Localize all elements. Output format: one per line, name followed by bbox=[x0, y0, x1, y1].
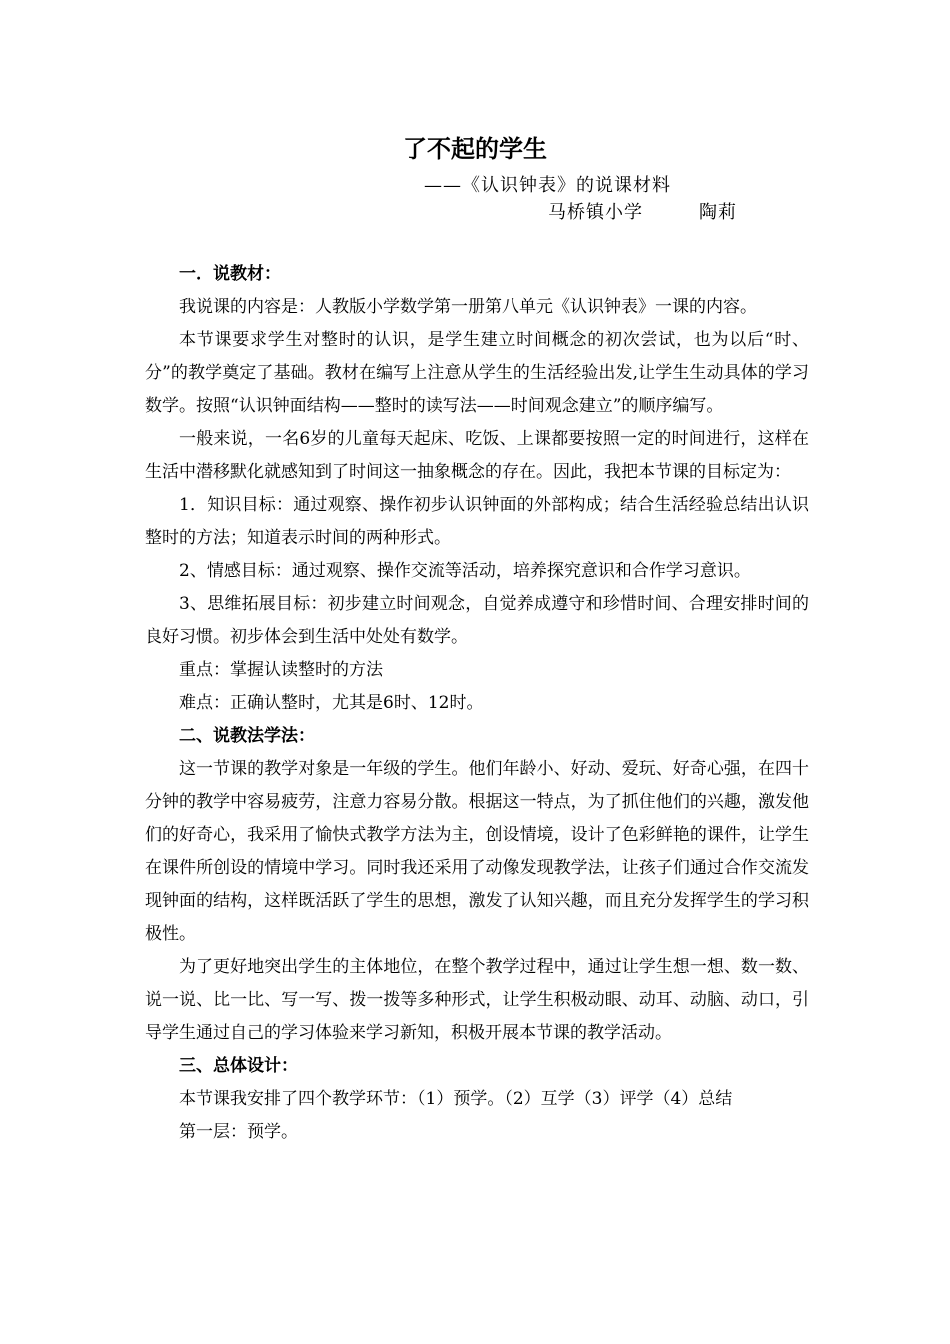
section-heading: 三、总体设计： bbox=[179, 1056, 298, 1076]
section-heading: 一．说教材： bbox=[179, 264, 281, 284]
body-paragraph: 本节课要求学生对整时的认识，是学生建立时间概念的初次尝试，也为以后“时、分”的教学奠定了基础。教材在编写上注意从学生的生活经验出发,让学生生动具体的学习数学。按照“认识钟面结构——整时的读写法——时间观念建立”的顺序编写。 bbox=[145, 330, 809, 416]
author-name: 陶莉 bbox=[699, 202, 737, 223]
author-line bbox=[548, 199, 737, 227]
body-paragraph: 本节课我安排了四个教学环节：（1）预学。（2）互学（3）评学（4）总结 bbox=[179, 1089, 733, 1109]
body-paragraph: 第一层：预学。 bbox=[179, 1122, 298, 1142]
school-name: 马桥镇小学 bbox=[548, 202, 643, 223]
difficult-point: 难点：正确认整时，尤其是6时、12时。 bbox=[179, 693, 484, 713]
body-paragraph: 1．知识目标：通过观察、操作初步认识钟面的外部构成；结合生活经验总结出认识整时的方法；知道表示时间的两种形式。 bbox=[145, 495, 809, 548]
body-paragraph: 这一节课的教学对象是一年级的学生。他们年龄小、好动、爱玩、好奇心强，在四十分钟的教学中容易疲劳，注意力容易分散。根据这一特点，为了抓住他们的兴趣，激发他们的好奇心，我采用了愉快式教学方法为主，创设情境，设计了色彩鲜艳的课件，让学生在课件所创设的情境中学习。同时我还采用了动像发现教学法，让孩子们通过合作交流发现钟面的结构，这样既活跃了学生的思想，激发了认知兴趣，而且充分发挥学生的学习积极性。 bbox=[145, 759, 809, 944]
body-paragraph: 我说课的内容是：人教版小学数学第一册第八单元《认识钟表》一课的内容。 bbox=[179, 297, 757, 317]
document-subtitle: ——《认识钟表》的说课材料 bbox=[424, 175, 671, 196]
document-body bbox=[145, 258, 809, 1149]
section-heading: 二、说教法学法： bbox=[179, 726, 315, 746]
body-paragraph: 一般来说，一名6岁的儿童每天起床、吃饭、上课都要按照一定的时间进行，这样在生活中潜移默化就感知到了时间这一抽象概念的存在。因此，我把本节课的目标定为： bbox=[145, 429, 809, 482]
body-paragraph: 3、思维拓展目标：初步建立时间观念，自觉养成遵守和珍惜时间、合理安排时间的良好习惯。初步体会到生活中处处有数学。 bbox=[145, 594, 809, 647]
key-point: 重点：掌握认读整时的方法 bbox=[179, 660, 383, 680]
document-title: 了不起的学生 bbox=[403, 135, 547, 163]
body-paragraph: 为了更好地突出学生的主体地位，在整个教学过程中，通过让学生想一想、数一数、说一说、比一比、写一写、拨一拨等多种形式，让学生积极动眼、动耳、动脑、动口，引导学生通过自己的学习体验来学习新知，积极开展本节课的教学活动。 bbox=[145, 957, 809, 1043]
body-paragraph: 2、情感目标：通过观察、操作交流等活动，培养探究意识和合作学习意识。 bbox=[179, 561, 751, 581]
